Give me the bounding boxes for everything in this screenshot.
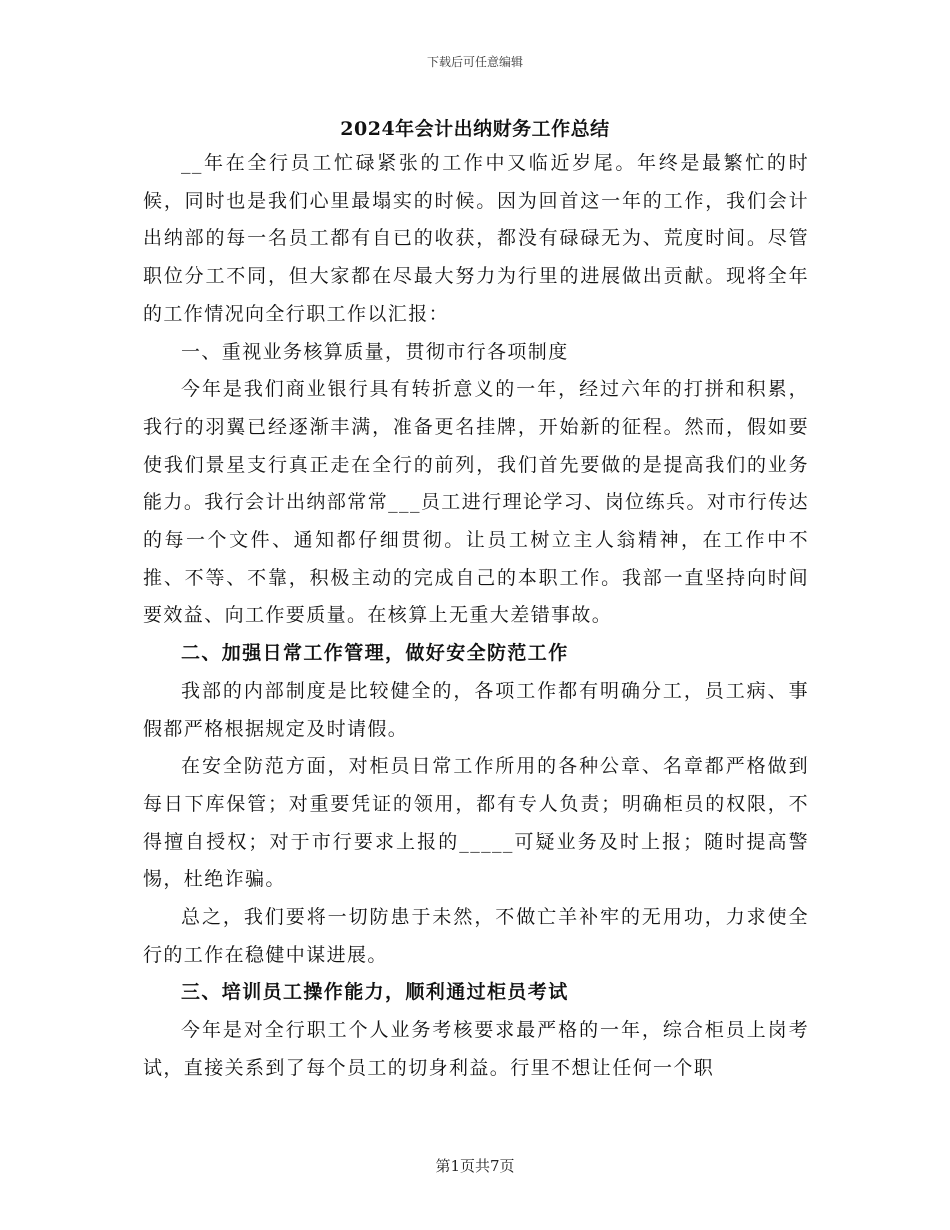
page-header-note: 下载后可任意编辑 (426, 55, 523, 69)
paragraph-section-1: 今年是我们商业银行具有转折意义的一年，经过六年的打拼和积累，我行的羽翼已经逐渐丰满，准备更名挂牌，开始新的征程。然而，假如要使我们景星支行真正走在全行的前列，我们首先要做的是提高我们的业务能力。我行会计出纳部常常___员工进行理论学习、岗位练兵。对市行传达的每一个文件、通知都仔细贯彻。让员工树立主人翁精神，在工作中不推、不等、不靠，积极主动的完成自己的本职工作。我部一直坚持向时间要效益、向工作要质量。在核算上无重大差错事故。 (143, 378, 809, 627)
paragraph-intro: __年在全行员工忙碌紧张的工作中又临近岁尾。年终是最繁忙的时候，同时也是我们心里最塌实的时候。因为回首这一年的工作，我们会计出纳部的每一名员工都有自已的收获，都没有碌碌无为、荒度时间。尽管职位分工不同，但大家都在尽最大努力为行里的进展做出贡献。现将全年的工作情况向全行职工作以汇报： (143, 152, 809, 325)
paragraph-section-2c: 总之，我们要将一切防患于未然，不做亡羊补牢的无用功，力求使全行的工作在稳健中谋进展。 (143, 906, 809, 966)
section-heading-2: 二、加强日常工作管理，做好安全防范工作 (181, 642, 569, 665)
page-number: 第1页共7页 (435, 1157, 515, 1175)
document-title: 2024年会计出纳财务工作总结 (340, 118, 610, 140)
paragraph-section-2a: 我部的内部制度是比较健全的，各项工作都有明确分工，员工病、事假都严格根据规定及时请假。 (143, 679, 809, 740)
section-heading-3: 三、培训员工操作能力，顺利通过柜员考试 (181, 981, 569, 1004)
section-heading-1: 一、重视业务核算质量，贯彻市行各项制度 (181, 340, 569, 363)
paragraph-section-2b: 在安全防范方面，对柜员日常工作所用的各种公章、名章都严格做到每日下库保管；对重要凭证的领用，都有专人负责；明确柜员的权限，不得擅自授权；对于市行要求上报的_____可疑业务及时上报；随时提高警惕，杜绝诈骗。 (143, 755, 809, 891)
paragraph-section-3: 今年是对全行职工个人业务考核要求最严格的一年，综合柜员上岗考试，直接关系到了每个员工的切身利益。行里不想让任何一个职 (143, 1019, 809, 1079)
document-body (143, 145, 809, 1088)
